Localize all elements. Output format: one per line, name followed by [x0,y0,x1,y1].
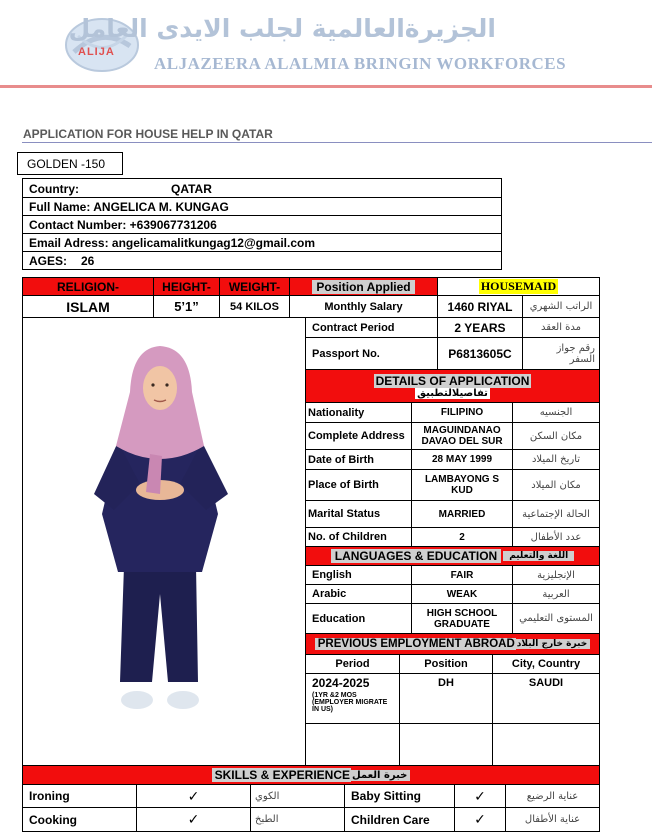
skills-header-ar: خبرة العمل [351,770,410,781]
education-line-1: HIGH SCHOOL [426,607,498,619]
languages-header [305,546,600,566]
education-line-2: GRADUATE [434,618,490,630]
divider [22,215,502,216]
height-value: 5’1” [153,295,220,318]
employment-city-text: SAUDI [528,677,564,689]
skill-babysitting-label: Baby Sitting [344,784,455,808]
employment-city [492,673,600,724]
education-arabic: المستوى التعليمي [512,603,600,634]
contract-period-value: 2 YEARS [437,317,523,338]
passport-label: Passport No. [305,337,438,370]
country-value: QATAR [171,182,212,196]
arabic-arabic: العربية [512,584,600,604]
skill-babysitting-check: ✓ [454,784,506,808]
contact-number: Contact Number: +639067731206 [29,218,217,232]
address-line-1: MAGUINDANAO [423,425,501,436]
skill-cooking-check: ✓ [136,807,251,832]
arabic-label: Arabic [305,584,412,604]
weight-label: WEIGHT- [219,277,290,296]
address-line-2: DAVAO DEL SUR [421,436,503,447]
english-company-name: ALJAZEERA ALALMIA BRINGIN WORKFORCES [154,54,567,73]
children-arabic: عدد الأطفال [512,527,600,547]
details-header-en: DETAILS OF APPLICATION [375,373,530,388]
date-of-birth-value: 28 MAY 1999 [411,449,513,470]
email-address: Email Adress: angelicamalitkungag12@gmail.com [29,236,316,250]
employment-note-1: (1YR &2 MOS [312,692,357,699]
date-of-birth-label: Date of Birth [305,449,412,470]
english-label: English [305,565,412,585]
skills-header [22,765,600,785]
document-title: APPLICATION FOR HOUSE HELP IN QATAR [23,127,273,141]
date-of-birth-arabic: تاريخ الميلاد [512,449,600,470]
languages-header-ar: اللغة والتعليم [503,551,574,561]
education-label: Education [305,603,412,634]
english-value: FAIR [411,565,513,585]
details-header-ar: تفاصيلالتطبيق [417,387,488,399]
employment-position [399,673,493,724]
contract-period-label: Contract Period [305,317,438,338]
code-box: GOLDEN -150 [17,152,123,175]
nationality-label: Nationality [305,402,412,423]
country-label: Country: [29,182,79,196]
place-line-2: KUD [451,485,473,496]
skill-childcare-label: Children Care [344,807,455,832]
prev-header-en: PREVIOUS EMPLOYMENT ABROAD [315,638,516,650]
skill-ironing-check: ✓ [136,784,251,808]
place-of-birth-value [411,469,513,501]
employment-note-3: IN US) [312,706,333,713]
complete-address-value [411,422,513,450]
place-line-1: LAMBAYONG S [424,474,500,485]
position-applied-text: Position Applied [312,280,414,294]
place-of-birth-label: Place of Birth [305,469,412,501]
marital-status-label: Marital Status [305,500,412,528]
skill-ironing-label: Ironing [22,784,137,808]
employment-period-cell [305,673,400,724]
position-applied-value [437,277,600,296]
employment-period: 2024-2025 [312,676,370,690]
religion-label: RELIGION- [22,277,154,296]
monthly-salary-arabic: الراتب الشهري [522,295,600,318]
skill-cooking-label: Cooking [22,807,137,832]
arabic-value: WEAK [411,584,513,604]
logo-text: ALIJA [78,46,115,58]
ages-label: AGES: [29,254,68,268]
period-column-header: Period [305,654,400,674]
skill-childcare-check: ✓ [454,807,506,832]
divider [22,197,502,198]
monthly-salary-value: 1460 RIYAL [437,295,523,318]
languages-header-en: LANGUAGES & EDUCATION [331,549,501,563]
complete-address-arabic: مكان السكن [512,422,600,450]
header-rule [0,85,652,88]
applicant-photo [80,344,240,724]
passport-arabic [522,337,600,370]
full-name: Full Name: ANGELICA M. KUNGAG [29,200,229,214]
marital-status-arabic: الحالة الإجتماعية [512,500,600,528]
employment-note-2: (EMPLOYER MIGRATE [312,699,388,706]
weight-value: 54 KILOS [219,295,290,318]
place-of-birth-arabic: مكان الميلاد [512,469,600,501]
passport-arabic-line-2: السفر [569,353,595,365]
english-arabic: الإنجليزية [512,565,600,585]
education-value [411,603,513,634]
skill-ironing-arabic: الكوي [250,784,345,808]
passport-value: P6813605C [437,337,523,370]
nationality-value: FILIPINO [411,402,513,423]
divider [22,251,502,252]
nationality-arabic: الجنسيه [512,402,600,423]
prev-header-ar: خبرة خارج البلاد [516,639,590,649]
previous-employment-header [305,633,600,655]
empty-row-cell [399,723,493,766]
arabic-company-name: الجزيرةالعالمية لجلب الايدى العامل [68,14,496,43]
passport-arabic-line-1: رقم جواز [556,342,595,354]
empty-row-cell [305,723,400,766]
title-underline [22,142,652,143]
divider [22,233,502,234]
position-applied-label [289,277,438,296]
skills-header-en: SKILLS & EXPERIENCE [212,768,351,782]
skill-babysitting-arabic: عناية الرضيع [505,784,600,808]
housemaid-highlight: HOUSEMAID [480,279,557,293]
children-value: 2 [411,527,513,547]
empty-row-cell [492,723,600,766]
contract-period-arabic: مدة العقد [522,317,600,338]
city-column-header: City, Country [492,654,600,674]
religion-value: ISLAM [22,295,154,318]
ages-value: 26 [81,254,95,268]
children-label: No. of Children [305,527,412,547]
employment-position-text: DH [438,677,454,689]
height-label: HEIGHT- [153,277,220,296]
position-column-header: Position [399,654,493,674]
details-header [305,369,600,403]
marital-status-value: MARRIED [411,500,513,528]
skill-cooking-arabic: الطبخ [250,807,345,832]
monthly-salary-label: Monthly Salary [289,295,438,318]
skill-childcare-arabic: عناية الأطفال [505,807,600,832]
complete-address-label: Complete Address [305,422,412,450]
